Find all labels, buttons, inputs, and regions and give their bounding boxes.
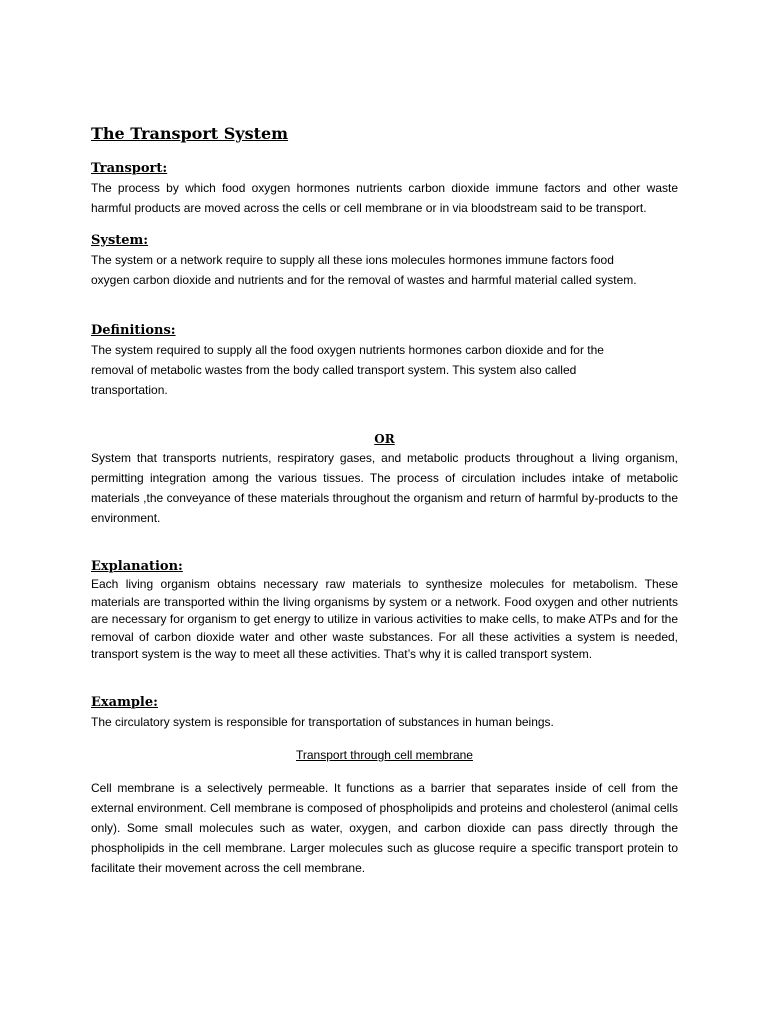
transport-paragraph: The process by which food oxygen hormones nutrients carbon dioxide immune factors and other waste harmful products are moved across the cells or cell membrane or in via bloodstream said to be transport. — [91, 181, 678, 215]
cell-membrane-paragraph: Cell membrane is a selectively permeable. It functions as a barrier that separates inside of cell from the external environment. Cell membrane is composed of phospholipids and proteins and cholesterol (animal cells only). Some small molecules such as water, oxygen, and carbon dioxide can pass directly through the phospholipids in the cell membrane. Larger molecules such as glucose require a specific transport protein to facilitate their movement across the cell membrane. — [91, 780, 678, 875]
definitions-heading: Definitions: — [91, 323, 176, 338]
section-example — [91, 694, 678, 732]
example-heading: Example: — [91, 694, 158, 710]
section-transport — [91, 160, 678, 218]
explanation-heading: Explanation: — [91, 559, 183, 574]
system-heading: System: — [91, 233, 149, 248]
system-line-2: oxygen carbon dioxide and nutrients and for the removal of wastes and harmful material called system. — [91, 273, 637, 287]
section-or — [91, 430, 678, 528]
or-label: OR — [374, 432, 395, 446]
example-paragraph: The circulatory system is responsible for transportation of substances in human beings. — [91, 714, 554, 729]
definitions-line-1: The system required to supply all the food oxygen nutrients hormones carbon dioxide and for the — [91, 343, 604, 357]
definitions-line-3: transportation. — [91, 383, 168, 397]
section-system — [91, 232, 678, 290]
or-paragraph: System that transports nutrients, respiratory gases, and metabolic products throughout a living organism, permitting integration among the various tissues. The process of circulation includes intake of metabolic materials ,the conveyance of these materials throughout the organism and return of harmful by-products to the environment. — [91, 451, 678, 525]
explanation-paragraph: Each living organism obtains necessary raw materials to synthesize molecules for metabolism. These materials are transported within the living organisms by system or a network. Food oxygen and other nutrients are necessary for organism to get energy to utilize in various activities to make cells, to make ATPs and for the removal of carbon dioxide water and other waste substances. For all these activities a system is needed, transport system is the way to meet all these activities. That’s why it is called transport system. — [91, 577, 678, 662]
transport-heading: Transport: — [91, 161, 168, 176]
definitions-line-2: removal of metabolic wastes from the body called transport system. This system also called — [91, 363, 577, 377]
section-definitions — [91, 322, 678, 400]
page-title: The Transport System — [91, 124, 289, 143]
section-cell-membrane — [91, 746, 678, 878]
document-page — [91, 122, 678, 878]
section-explanation — [91, 558, 678, 664]
cell-membrane-heading: Transport through cell membrane — [296, 747, 473, 762]
system-line-1: The system or a network require to supply all these ions molecules hormones immune factors food — [91, 253, 614, 267]
